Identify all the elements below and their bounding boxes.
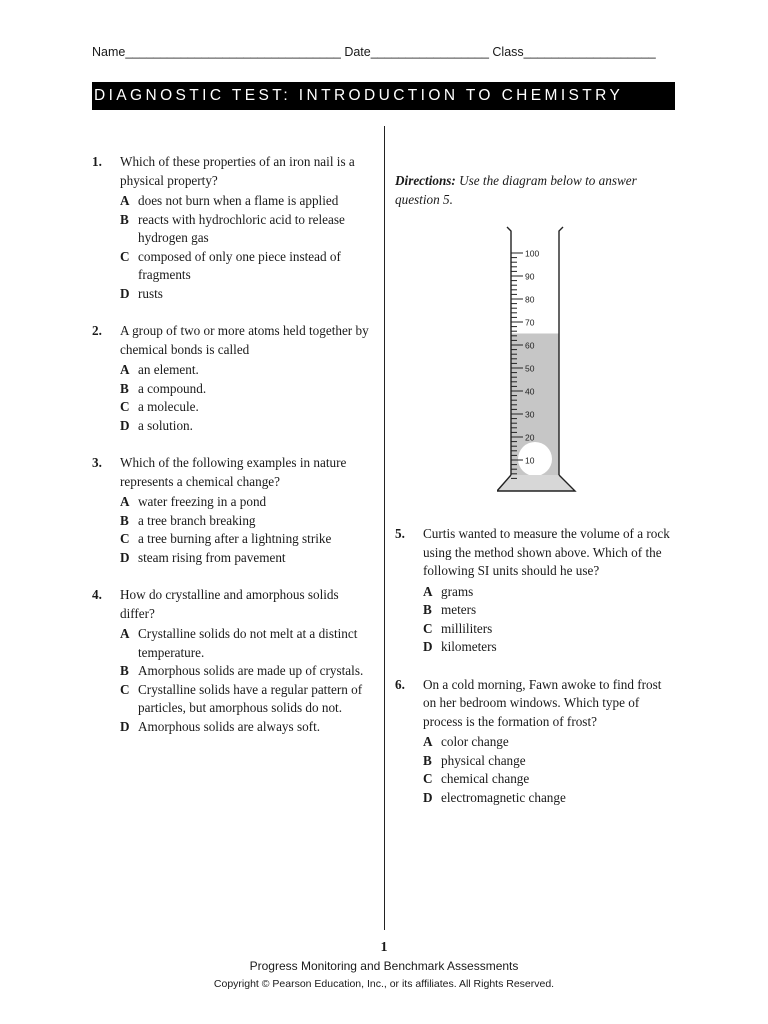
- question-stem: How do crystalline and amorphous solids differ?: [120, 587, 339, 621]
- scale-label: 40: [525, 386, 535, 397]
- answer-choices: [423, 583, 677, 657]
- graduated-cylinder-svg: [497, 225, 597, 510]
- cylinder-base: [497, 475, 575, 491]
- choice-letter: C: [120, 248, 130, 264]
- copyright-notice: Copyright © Pearson Education, Inc., or its affiliates. All Rights Reserved.: [213, 978, 555, 990]
- choice-b: [120, 512, 374, 531]
- question-number: 2.: [92, 323, 102, 338]
- answer-choices: [120, 625, 374, 736]
- choice-text: Crystalline solids have a regular pattern of particles, but amorphous solids do not.: [138, 681, 363, 715]
- choice-b: [120, 662, 374, 681]
- scale-label: 90: [525, 271, 535, 282]
- choice-letter: D: [120, 285, 130, 301]
- choice-letter: A: [120, 193, 130, 208]
- choice-letter: B: [120, 211, 129, 227]
- choice-d: [120, 285, 374, 304]
- choice-text: color change: [441, 734, 509, 749]
- choice-letter: B: [120, 380, 129, 396]
- scale-label: 60: [525, 340, 535, 351]
- choice-text: water freezing in a pond: [138, 494, 267, 509]
- answer-choices: [120, 192, 374, 303]
- directions-label: Directions:: [395, 173, 456, 188]
- choice-text: milliliters: [441, 620, 493, 636]
- choice-letter: D: [423, 789, 433, 805]
- choice-c: [120, 248, 374, 285]
- choice-letter: B: [120, 512, 129, 528]
- choice-d: [423, 789, 677, 808]
- test-title: DIAGNOSTIC TEST: INTRODUCTION TO CHEMISTRY: [92, 82, 675, 110]
- choice-text: a tree branch breaking: [138, 512, 256, 528]
- choice-c: [423, 620, 677, 639]
- choice-text: chemical change: [441, 771, 530, 786]
- choice-a: [120, 625, 374, 662]
- question-stem: Which of the following examples in nature represents a chemical change?: [120, 455, 347, 489]
- answer-choices: [120, 361, 374, 435]
- choice-a: [423, 583, 677, 602]
- choice-letter: C: [423, 620, 433, 636]
- question-number: 1.: [92, 154, 102, 169]
- choice-b: [120, 380, 374, 399]
- choice-text: a compound.: [138, 380, 207, 396]
- column-divider: [384, 126, 385, 930]
- choice-letter: D: [120, 549, 130, 565]
- choice-d: [120, 417, 374, 436]
- choice-letter: C: [423, 771, 433, 786]
- left-column: [92, 153, 374, 736]
- page-number: 1: [380, 940, 388, 955]
- choice-text: rusts: [138, 285, 163, 301]
- right-column: [395, 172, 677, 807]
- choice-a: [423, 733, 677, 752]
- question-number: 4.: [92, 587, 102, 602]
- choice-a: [120, 361, 374, 380]
- choice-text: does not burn when a flame is applied: [138, 193, 339, 208]
- choice-c: [120, 530, 374, 549]
- question-5: [395, 525, 677, 657]
- choice-text: Crystalline solids do not melt at a distinct temperature.: [138, 626, 358, 660]
- answer-choices: [423, 733, 677, 807]
- choice-a: [120, 493, 374, 512]
- choice-letter: A: [120, 626, 130, 641]
- choice-letter: D: [423, 639, 433, 654]
- choice-d: [423, 638, 677, 657]
- choice-a: [120, 192, 374, 211]
- scale-label: 80: [525, 294, 535, 305]
- scale-label: 30: [525, 409, 535, 420]
- question-number: 3.: [92, 455, 102, 470]
- choice-text: a molecule.: [138, 399, 199, 414]
- scale-label: 50: [525, 363, 535, 374]
- choice-letter: C: [120, 399, 130, 414]
- scale-label: 10: [525, 455, 535, 466]
- choice-letter: A: [120, 494, 130, 509]
- choice-letter: C: [120, 681, 130, 697]
- choice-letter: A: [120, 362, 130, 377]
- question-3: [92, 454, 374, 567]
- question-stem: Curtis wanted to measure the volume of a rock using the method shown above. Which of the following SI units should he use?: [423, 526, 670, 578]
- question-number: 6.: [395, 676, 405, 692]
- question-number: 5.: [395, 526, 405, 541]
- choice-b: [120, 211, 374, 248]
- directions: [395, 172, 677, 209]
- choice-b: [423, 752, 677, 771]
- choice-letter: A: [423, 734, 433, 749]
- choice-c: [120, 681, 374, 718]
- graduated-cylinder-diagram: [497, 225, 597, 510]
- question-stem: A group of two or more atoms held together by chemical bonds is called: [120, 323, 369, 357]
- choice-letter: B: [423, 752, 432, 768]
- student-info-line: Name_______________________________ Date_________________ Class___________________: [92, 45, 656, 59]
- choice-letter: B: [120, 663, 129, 678]
- choice-letter: C: [120, 531, 130, 546]
- choice-text: an element.: [138, 362, 199, 377]
- choice-letter: D: [120, 417, 130, 433]
- choice-b: [423, 601, 677, 620]
- scale-label: 70: [525, 317, 535, 328]
- choice-text: meters: [441, 602, 477, 617]
- choice-text: steam rising from pavement: [138, 549, 286, 565]
- choice-c: [120, 398, 374, 417]
- choice-text: reacts with hydrochloric acid to release hydrogen gas: [138, 211, 345, 245]
- choice-text: a tree burning after a lightning strike: [138, 531, 332, 546]
- choice-c: [423, 770, 677, 789]
- choice-letter: A: [423, 583, 433, 599]
- rock-object: [518, 442, 552, 476]
- choice-letter: D: [120, 718, 130, 734]
- footer-title: Progress Monitoring and Benchmark Assessments: [249, 959, 519, 973]
- choice-text: composed of only one piece instead of fragments: [138, 248, 341, 282]
- answer-choices: [120, 493, 374, 567]
- question-6: [395, 676, 677, 808]
- choice-text: kilometers: [441, 639, 497, 654]
- choice-d: [120, 549, 374, 568]
- choice-text: grams: [441, 583, 474, 599]
- choice-d: [120, 718, 374, 737]
- question-1: [92, 153, 374, 303]
- question-4: [92, 586, 374, 736]
- scale-label: 100: [525, 248, 540, 259]
- scale-label: 20: [525, 432, 535, 443]
- choice-text: Amorphous solids are always soft.: [138, 718, 321, 734]
- question-2: [92, 322, 374, 435]
- choice-letter: B: [423, 602, 432, 617]
- choice-text: electromagnetic change: [441, 789, 566, 805]
- question-stem: Which of these properties of an iron nail is a physical property?: [120, 154, 355, 188]
- choice-text: physical change: [441, 752, 526, 768]
- question-stem: On a cold morning, Fawn awoke to find frost on her bedroom windows. Which type of process is the formation of frost?: [423, 676, 662, 729]
- choice-text: a solution.: [138, 417, 193, 433]
- directions-text: Use the diagram below to answer question 5.: [395, 173, 637, 207]
- choice-text: Amorphous solids are made up of crystals.: [138, 663, 364, 678]
